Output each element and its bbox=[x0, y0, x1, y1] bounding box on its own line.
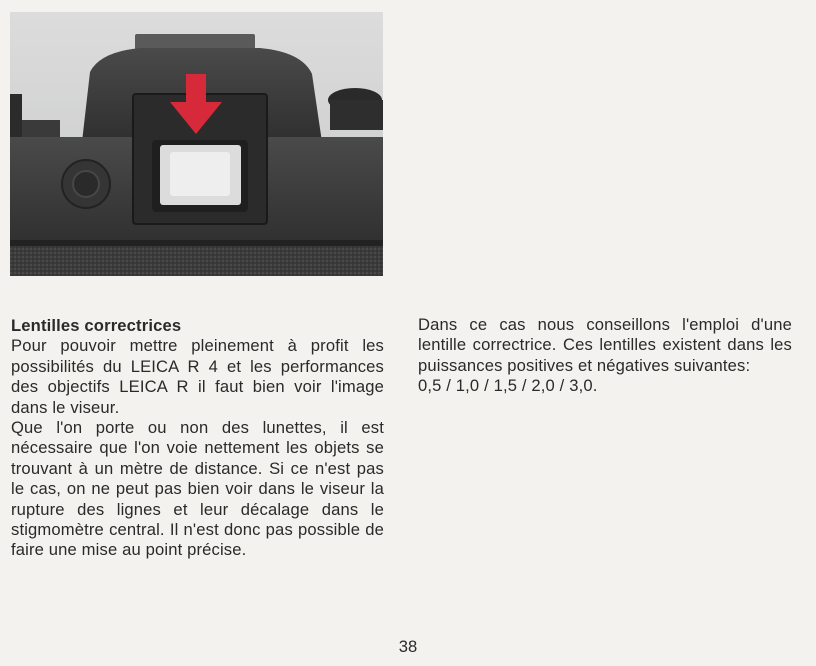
accessory-shoe bbox=[135, 34, 255, 50]
lens-values: 0,5 / 1,0 / 1,5 / 2,0 / 3,0. bbox=[418, 376, 598, 396]
paragraph-vision: Que l'on porte ou non des lunettes, il est nécessaire que l'on voie nettement les objets se trouvant à un mètre de distance. Si ce n'est pas le cas, on ne peut pas bien voir dans le viseur la rupture des lignes et leur décalage dans le stigmomètre central. Il n'est donc pas possible de faire une mise au point précise. bbox=[11, 418, 384, 560]
left-dial bbox=[10, 94, 22, 138]
page-number: 38 bbox=[398, 637, 418, 656]
camera-back-illustration bbox=[10, 12, 383, 276]
section-heading: Lentilles correctrices bbox=[11, 316, 182, 335]
right-column bbox=[418, 315, 792, 397]
paragraph-intro: Pour pouvoir mettre pleinement à profit les possibilités du LEICA R 4 et les performances des objectifs LEICA R il faut bien voir l'image dans le viseur. bbox=[11, 336, 384, 417]
leatherette bbox=[10, 244, 383, 276]
left-column bbox=[11, 316, 384, 561]
camera-photo bbox=[10, 12, 383, 276]
paragraph-recommendation: Dans ce cas nous conseillons l'emploi d'une lentille correctrice. Ces lentilles existent dans les puissances positives et négatives suivantes: bbox=[418, 315, 792, 375]
